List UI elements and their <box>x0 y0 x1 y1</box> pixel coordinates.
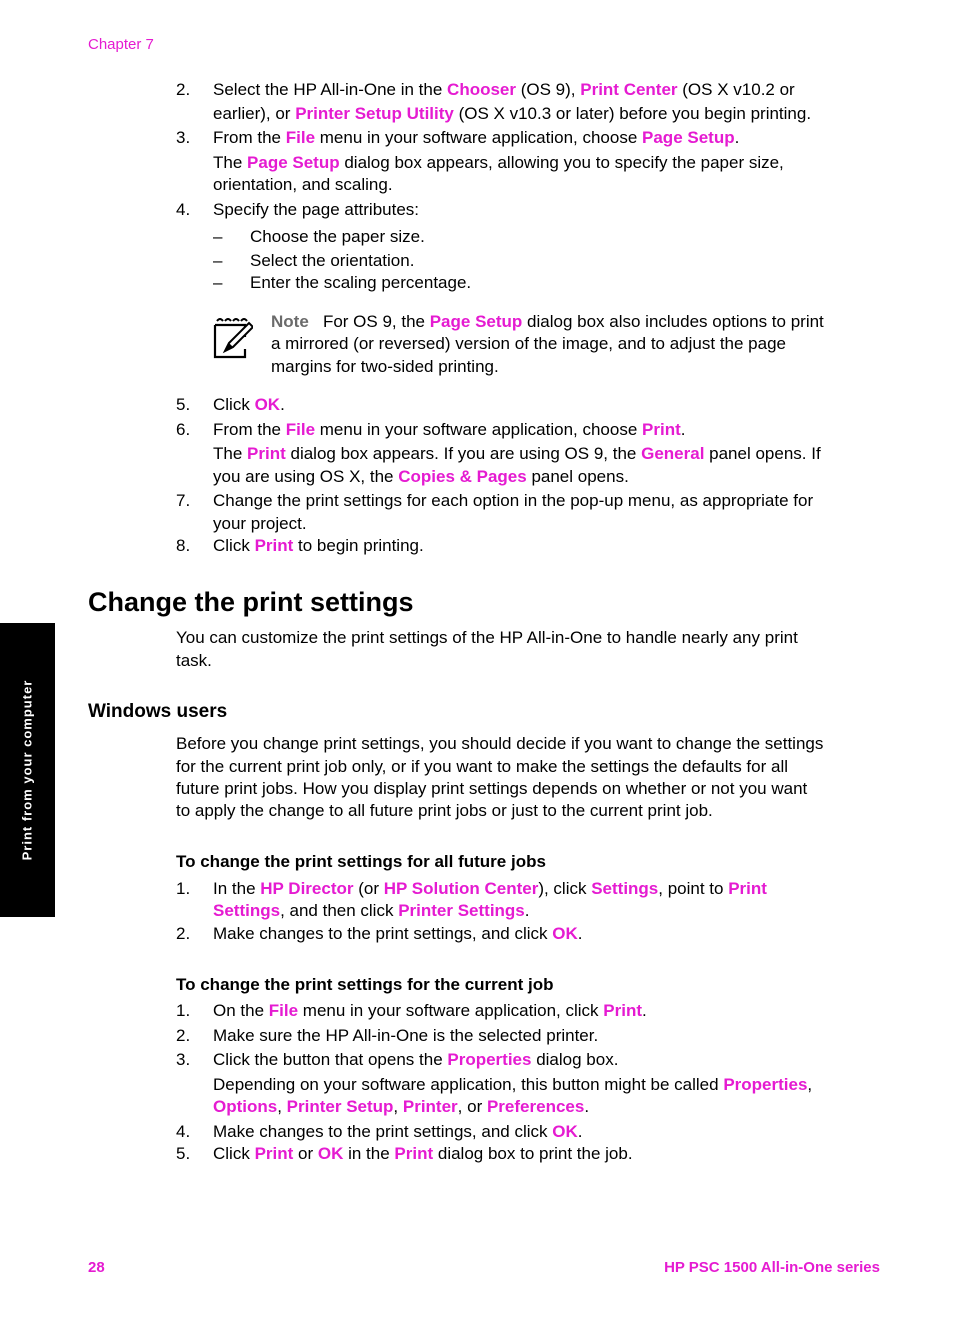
ui-term: Print Center <box>580 80 678 99</box>
ui-term: Preferences <box>486 1097 585 1116</box>
step-text: The Page Setup dialog box appears, allowing you to specify the paper size, <box>213 153 784 172</box>
ui-term: Print <box>728 879 767 898</box>
ui-term: Settings <box>213 901 281 920</box>
ui-term: Print <box>254 1144 294 1163</box>
page-number: 28 <box>88 1259 105 1276</box>
step-text: you are using OS X, the Copies & Pages panel opens. <box>213 467 629 486</box>
ui-term: Print <box>642 420 681 439</box>
ui-term: Page Setup <box>642 128 735 147</box>
note-text: margins for two-sided printing. <box>271 357 499 376</box>
step-number: 2. <box>176 1026 191 1045</box>
side-tab-label: Print from your computer <box>19 679 35 861</box>
step-text: your project. <box>213 514 307 533</box>
step-number: 1. <box>176 1001 191 1020</box>
ui-term: Print <box>394 1144 434 1163</box>
ui-term: Properties <box>447 1050 532 1069</box>
step-number: 5. <box>176 1144 191 1163</box>
ui-term: Printer Setup <box>286 1097 394 1116</box>
step-number: 4. <box>176 200 191 219</box>
step-text: Make sure the HP All-in-One is the selected printer. <box>213 1026 599 1045</box>
ui-term: OK <box>552 1122 578 1141</box>
step-number: 3. <box>176 1050 191 1069</box>
step-text: Make changes to the print settings, and click OK. <box>213 924 583 943</box>
step-number: 3. <box>176 128 191 147</box>
note-icon <box>211 315 253 361</box>
ui-term: OK <box>317 1144 344 1163</box>
step-text: In the HP Director (or HP Solution Center), click Settings, point to Print <box>213 879 767 898</box>
bullet-text: Enter the scaling percentage. <box>250 273 472 292</box>
intro-text: You can customize the print settings of the HP All-in-One to handle nearly any print <box>176 628 798 647</box>
step-text: earlier), or Printer Setup Utility (OS X v10.3 or later) before you begin printing. <box>213 104 812 123</box>
ui-term: Page Setup <box>247 153 340 172</box>
step-number: 1. <box>176 879 191 898</box>
step-number: 6. <box>176 420 191 439</box>
step-number: 8. <box>176 536 191 555</box>
step-text: On the File menu in your software application, click Print. <box>213 1001 647 1020</box>
step-text: From the File menu in your software application, choose Page Setup. <box>213 128 740 147</box>
section-title: Change the print settings <box>88 587 414 617</box>
ui-term: Print <box>247 444 286 463</box>
step-text: Settings, and then click Printer Settings. <box>213 901 530 920</box>
body-text: for the current print job only, or if you want to make the settings the defaults for all <box>176 757 788 776</box>
bullet-text: Select the orientation. <box>250 251 415 270</box>
ui-term: Copies & Pages <box>398 467 527 486</box>
step-number: 5. <box>176 395 191 414</box>
body-text: Before you change print settings, you should decide if you want to change the settings <box>176 734 824 753</box>
step-number: 4. <box>176 1122 191 1141</box>
ui-term: Chooser <box>447 80 517 99</box>
step-text: Click the button that opens the Properties dialog box. <box>213 1050 619 1069</box>
ui-term: Print <box>254 536 294 555</box>
step-text: Click Print or OK in the Print dialog box to print the job. <box>213 1144 633 1163</box>
ui-term: HP Solution Center <box>383 879 539 898</box>
ui-term: File <box>285 420 316 439</box>
bullet-dash: – <box>213 227 223 246</box>
bullet-dash: – <box>213 273 223 292</box>
ui-term: Properties <box>723 1075 808 1094</box>
step-text: Depending on your software application, this button might be called Properties, <box>213 1075 813 1094</box>
step-text: Select the HP All-in-One in the Chooser (OS 9), Print Center (OS X v10.2 or <box>213 80 795 99</box>
procedure-title: To change the print settings for all future jobs <box>176 852 546 871</box>
side-tab <box>0 623 55 917</box>
ui-term: File <box>268 1001 299 1020</box>
ui-term: Settings <box>591 879 659 898</box>
ui-term: Printer <box>402 1097 458 1116</box>
ui-term: OK <box>552 924 578 943</box>
ui-term: Print <box>603 1001 642 1020</box>
step-text: Click Print to begin printing. <box>213 536 424 555</box>
subsection-title: Windows users <box>88 701 228 722</box>
chapter-label: Chapter 7 <box>88 36 154 53</box>
note-label: Note <box>271 312 309 331</box>
body-text: future print jobs. How you display print settings depends on whether or not you want <box>176 779 808 798</box>
step-text: Change the print settings for each option in the pop-up menu, as appropriate for <box>213 491 814 510</box>
step-text: orientation, and scaling. <box>213 175 393 194</box>
ui-term: Page Setup <box>429 312 523 331</box>
ui-term: Printer Setup Utility <box>295 104 454 123</box>
ui-term: HP Director <box>260 879 354 898</box>
intro-text: task. <box>176 651 212 670</box>
bullet-dash: – <box>213 251 223 270</box>
ui-term: File <box>285 128 316 147</box>
product-name: HP PSC 1500 All-in-One series <box>664 1259 880 1276</box>
ui-term: OK <box>254 395 281 414</box>
step-text: Specify the page attributes: <box>213 200 420 219</box>
ui-term: Options <box>213 1097 278 1116</box>
step-text: The Print dialog box appears. If you are using OS 9, the General panel opens. If <box>213 444 821 463</box>
step-text: Click OK. <box>213 395 285 414</box>
ui-term: General <box>641 444 705 463</box>
procedure-title: To change the print settings for the current job <box>176 975 554 994</box>
note-text: a mirrored (or reversed) version of the image, and to adjust the page <box>271 334 786 353</box>
note-text: Note For OS 9, the Page Setup dialog box also includes options to print <box>271 312 824 331</box>
ui-term: Printer Settings <box>398 901 525 920</box>
bullet-text: Choose the paper size. <box>250 227 425 246</box>
step-text: Options, Printer Setup, Printer, or Preferences. <box>213 1097 590 1116</box>
step-text: Make changes to the print settings, and click OK. <box>213 1122 583 1141</box>
step-number: 2. <box>176 924 191 943</box>
step-number: 2. <box>176 80 191 99</box>
step-text: From the File menu in your software application, choose Print. <box>213 420 686 439</box>
body-text: to apply the change to all future print jobs or just to the current print job. <box>176 801 713 820</box>
step-number: 7. <box>176 491 191 510</box>
